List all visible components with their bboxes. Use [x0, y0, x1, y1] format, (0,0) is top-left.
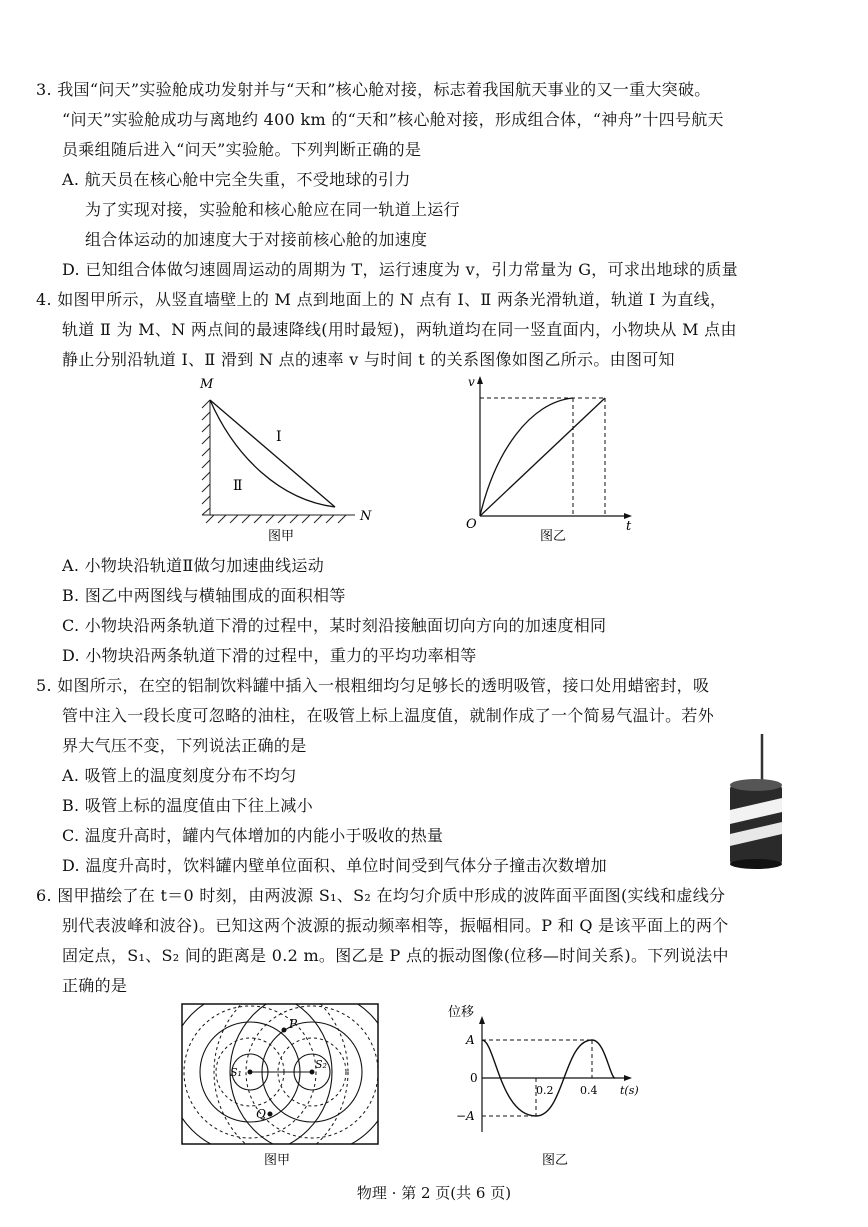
y-axis-arrow — [479, 1016, 485, 1024]
q6-stem-line-3: 固定点，S₁、S₂ 间的距离是 0.2 m。图乙是 P 点的振动图像(位移—时间关系)。下列说法中 — [62, 946, 729, 965]
label-n: N — [360, 509, 372, 524]
label-m: M — [200, 377, 214, 392]
can-top — [730, 779, 782, 791]
label-s2: S₂ — [315, 1058, 327, 1071]
label-q: Q — [256, 1107, 266, 1121]
q6-stem-line-1: 6. 图甲描绘了在 t＝0 时刻，由两波源 S₁、S₂ 在均匀介质中形成的波阵面平面图(实线和虚线分 — [36, 886, 726, 905]
xlabel-time: t(s) — [620, 1084, 639, 1097]
track-1-line — [210, 400, 335, 507]
caption-yi: 图乙 — [540, 529, 567, 544]
tick-0-4: 0.4 — [580, 1084, 598, 1097]
label-track-1: Ⅰ — [276, 429, 282, 445]
caption-jia: 图甲 — [268, 529, 295, 544]
q4-stem-line-3: 静止分别沿轨道 Ⅰ、Ⅱ 滑到 N 点的速率 v 与时间 t 的关系图像如图乙所示。由图可知 — [62, 350, 675, 369]
q6-figure-yi — [440, 1002, 660, 1172]
label-zero: 0 — [470, 1071, 478, 1085]
label-track-2: Ⅱ — [233, 478, 243, 494]
q3-option-a: A. 航天员在核心舱中完全失重，不受地球的引力 — [62, 170, 411, 189]
v-axis-arrow — [477, 376, 483, 384]
q3-stem-line-2: “问天”实验舱成功与离地约 400 km 的“天和”核心舱对接，形成组合体，“神舟”十四号航天 — [62, 110, 724, 129]
q3-option-d: D. 已知组合体做匀速圆周运动的周期为 T，运行速度为 v，引力常量为 G，可求出地球的质量 — [62, 260, 738, 279]
ground-hatching — [202, 515, 355, 523]
q4-option-d: D. 小物块沿两条轨道下滑的过程中，重力的平均功率相等 — [62, 646, 477, 665]
q5-can-figure — [724, 730, 794, 870]
tick-0-2: 0.2 — [536, 1084, 554, 1097]
source-s1-dot — [248, 1070, 253, 1075]
line-track-1 — [480, 398, 605, 516]
q6-stem-line-4: 正确的是 — [62, 976, 128, 995]
label-neg-a: −A — [456, 1109, 475, 1123]
curve-track-2 — [480, 398, 573, 516]
q5-stem-line-3: 界大气压不变，下列说法正确的是 — [62, 736, 307, 755]
q3-stem-line-1: 3. 我国“问天”实验舱成功发射并与“天和”核心舱对接，标志着我国航天事业的又一重大突破。 — [36, 80, 711, 99]
q3-option-b: 为了实现对接，实验舱和核心舱应在同一轨道上运行 — [85, 200, 460, 219]
source-s2-dot — [310, 1070, 315, 1075]
q4-figure-jia — [190, 372, 390, 547]
wave-frame — [182, 1004, 378, 1144]
q5-option-b: B. 吸管上标的温度值由下往上减小 — [62, 796, 314, 815]
x-axis-arrow — [624, 1075, 632, 1081]
label-o: O — [466, 517, 477, 532]
q3-option-c: 组合体运动的加速度大于对接前核心舱的加速度 — [85, 230, 428, 249]
caption-jia-6: 图甲 — [264, 1153, 291, 1168]
caption-yi-6: 图乙 — [542, 1153, 569, 1168]
label-a: A — [466, 1033, 475, 1047]
can-bottom — [730, 859, 782, 869]
q3-stem-line-3: 员乘组随后进入“问天”实验舱。下列判断正确的是 — [62, 140, 422, 159]
q4-stem-line-1: 4. 如图甲所示，从竖直墙壁上的 M 点到地面上的 N 点有 Ⅰ、Ⅱ 两条光滑轨道，轨道 Ⅰ 为直线， — [36, 290, 727, 309]
label-s1: S₁ — [230, 1066, 242, 1079]
q5-stem-line-2: 管中注入一段长度可忽略的油柱，在吸管上标上温度值，就制作成了一个简易气温计。若外 — [62, 706, 715, 725]
q5-stem-line-1: 5. 如图所示，在空的铝制饮料罐中插入一根粗细均匀足够长的透明吸管，接口处用蜡密封，吸 — [36, 676, 710, 695]
q4-figure-yi — [460, 372, 645, 547]
q4-option-a: A. 小物块沿轨道Ⅱ做匀加速曲线运动 — [62, 556, 325, 575]
q6-figure-jia — [180, 1002, 380, 1172]
label-t: t — [626, 519, 632, 534]
q6-stem-line-2: 别代表波峰和波谷)。已知这两个波源的振动频率相等，振幅相同。P 和 Q 是该平面上的两个 — [62, 916, 729, 935]
q4-stem-line-2: 轨道 Ⅱ 为 M、N 两点间的最速降线(用时最短)，两轨道均在同一竖直面内，小物块从 M 点由 — [62, 320, 737, 339]
page-footer: 物理 · 第 2 页(共 6 页) — [356, 1184, 512, 1202]
point-q-dot — [268, 1112, 273, 1117]
point-p-dot — [282, 1028, 287, 1033]
q4-option-c: C. 小物块沿两条轨道下滑的过程中，某时刻沿接触面切向方向的加速度相同 — [62, 616, 607, 635]
q5-option-d: D. 温度升高时，饮料罐内壁单位面积、单位时间受到气体分子撞击次数增加 — [62, 856, 607, 875]
wall-hatching — [202, 400, 210, 515]
q4-option-b: B. 图乙中两图线与横轴围成的面积相等 — [62, 586, 346, 605]
q5-option-a: A. 吸管上的温度刻度分布不均匀 — [62, 766, 297, 785]
ylabel-displacement: 位移 — [448, 1005, 475, 1020]
q5-option-c: C. 温度升高时，罐内气体增加的内能小于吸收的热量 — [62, 826, 444, 845]
label-v: v — [468, 375, 475, 389]
label-p: P — [289, 1017, 298, 1031]
